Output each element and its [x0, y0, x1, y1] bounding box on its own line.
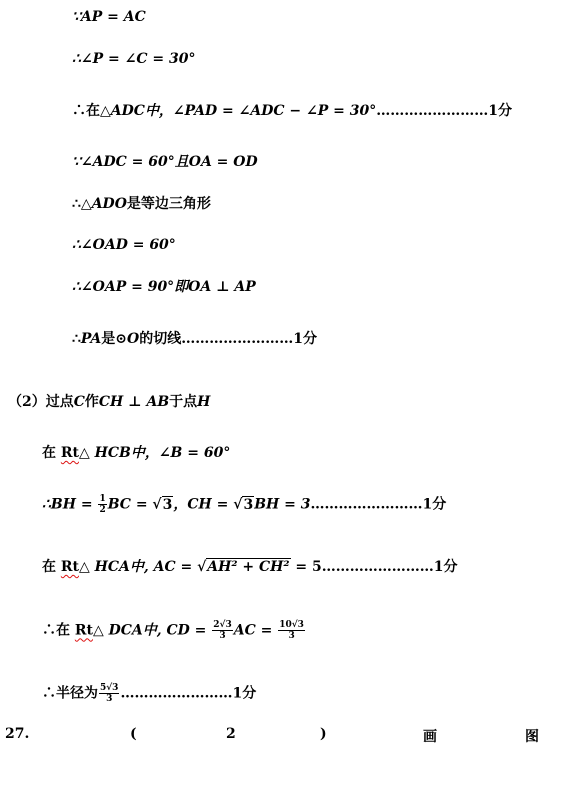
word-hua: 画: [423, 729, 437, 745]
rt-abbreviation: Rt: [60, 559, 79, 575]
step-bh-ch: ∴BH = $\frac{1}{2}$ BC = √3，CH = √3BH = 3……………………1分: [42, 494, 447, 515]
score-leader-dots: ……………………: [321, 559, 434, 575]
step-triangle-hca: 在 Rt△ HCA中, AC = √AH² + CH² = 5……………………1分: [42, 559, 458, 575]
open-paren: (: [130, 726, 137, 742]
step-angle-adc-60: ∵∠ADC = 60°且OA = OD: [72, 154, 258, 170]
score-mark: 1分: [232, 685, 257, 702]
step-triangle-dca: ∴在 Rt△ DCA中, CD = $\frac{2√3}{3}$ AC = $\frac{10√3}{3}$: [42, 620, 304, 641]
score-mark: 1分: [293, 331, 317, 347]
step-angle-oap: ∴∠OAP = 90°即OA ⊥ AP: [72, 279, 256, 295]
step-angle-p-equals-c: ∴∠P = ∠C = 30°: [72, 51, 196, 67]
fraction-2-root3-over-3: $\frac{2√3}{3}$: [213, 620, 232, 641]
score-leader-dots: ……………………: [181, 331, 294, 347]
step-tangent-line: ∴PA是⊙O的切线……………………1分: [72, 331, 317, 347]
rt-abbreviation: Rt: [74, 622, 93, 639]
close-paren: ): [320, 726, 327, 742]
part-number: 2: [226, 726, 236, 742]
part-2-heading: （2）过点C作CH ⊥ AB于点H: [8, 394, 211, 410]
score-leader-dots: ……………………: [120, 685, 233, 702]
step-equilateral-triangle: ∴△ADO是等边三角形: [72, 196, 211, 212]
score-mark: 1分: [488, 103, 512, 119]
score-mark: 1分: [422, 496, 447, 513]
step-ap-equals-ac: ∵AP = AC: [72, 9, 146, 25]
step-radius: ∴半径为 $\frac{5√3}{3}$ ……………………1分: [42, 683, 257, 704]
fraction-10-root3-over-3: $\frac{10√3}{3}$: [279, 620, 304, 641]
step-angle-oad: ∴∠OAD = 60°: [72, 237, 176, 253]
step-triangle-hcb: 在 Rt△ HCB中，∠B = 60°: [42, 445, 231, 461]
rt-abbreviation: Rt: [60, 445, 79, 461]
fraction-5-root3-over-3: $\frac{5√3}{3}$: [100, 683, 119, 704]
word-tu: 图: [525, 729, 539, 745]
score-leader-dots: ……………………: [376, 103, 489, 119]
fraction-one-half: $\frac{1}{2}$: [99, 494, 106, 515]
question-number: 27.: [5, 726, 30, 742]
score-leader-dots: ……………………: [310, 496, 423, 513]
step-angle-pad: ∴在△ADC中，∠PAD = ∠ADC − ∠P = 30°……………………1分: [72, 103, 512, 119]
score-mark: 1分: [433, 559, 458, 575]
